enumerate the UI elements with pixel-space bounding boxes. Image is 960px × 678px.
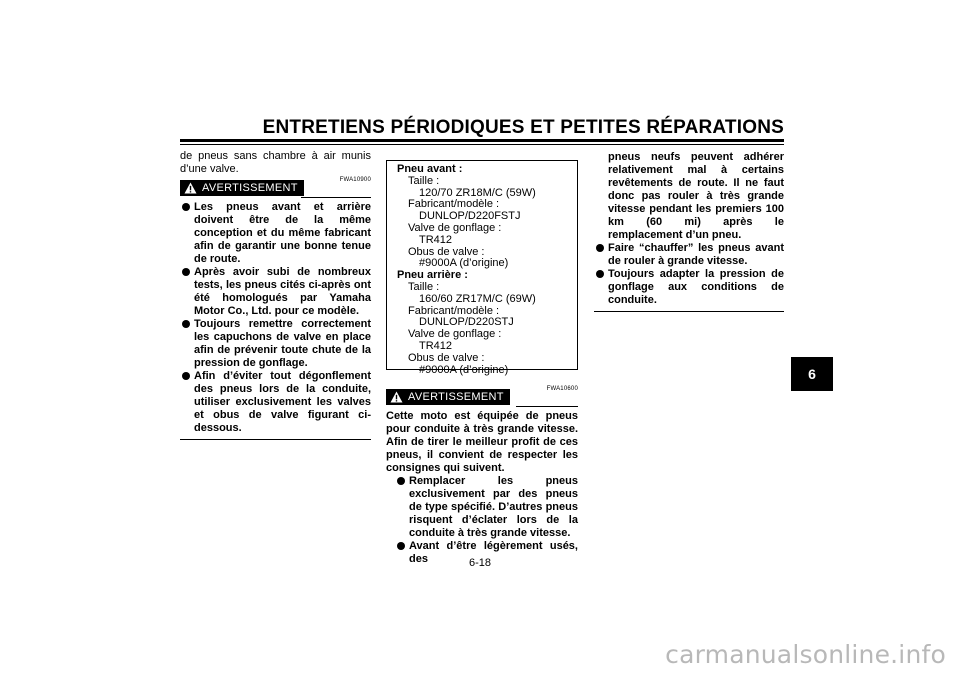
section-end-rule: [594, 311, 784, 312]
page-number: 6-18: [468, 557, 492, 569]
spec-value: DUNLOP/D220FSTJ: [419, 210, 521, 223]
intro-text: de pneus sans chambre à air munis d’une valve.: [180, 150, 371, 175]
warning-text: Cette moto est équipée de pneus pour conduite à très grande vitesse. Afin de tirer le meilleur profit de ces pneus, il convient de respecter les consignes qui suivent.: [386, 410, 578, 474]
warning-header: [386, 386, 578, 407]
warning-label: AVERTISSEMENT: [202, 181, 298, 194]
column-left: [180, 150, 371, 440]
bullet-icon: [182, 203, 190, 211]
tire-spec-box: [386, 160, 578, 376]
spec-value: TR412: [419, 233, 453, 246]
list-item: Toujours remettre correctement les capuchons de valve en place afin de prévenir toute chute de la pression de gonflage.: [180, 318, 371, 370]
warning-list-continued: [594, 151, 784, 307]
list-item: Après avoir subi de nombreux tests, les pneus cités ci-après ont été homologués par Yamaha Motor Co., Ltd. pour ce modèle.: [180, 266, 371, 318]
spec-value: #9000A (d’origine): [419, 363, 509, 376]
spec-label: Valve de gonflage :: [408, 221, 502, 234]
spec-value: 120/70 ZR18M/C (59W): [419, 186, 536, 199]
spec-value: TR412: [419, 339, 453, 352]
spec-label: Obus de valve :: [408, 245, 485, 258]
bullet-icon: [397, 477, 405, 485]
front-tire-heading: Pneu avant :: [397, 163, 463, 175]
chapter-tab[interactable]: 6: [791, 357, 833, 391]
spec-label: Taille :: [408, 280, 440, 293]
spec-label: Fabricant/modèle :: [408, 198, 500, 211]
warning-code: FWA10600: [546, 386, 578, 392]
column-right: [594, 151, 784, 312]
list-item: Remplacer les pneus exclusivement par des pneus de type spécifié. D’autres pneus risquent d’éclater lors de la conduite à très grande vitesse.: [395, 475, 578, 540]
watermark: carmanualsonline.info: [665, 640, 946, 669]
bullet-icon: [182, 268, 190, 276]
column-middle: [386, 160, 578, 566]
warning-badge: [180, 180, 304, 196]
spec-value: 160/60 ZR17M/C (69W): [419, 292, 536, 305]
spec-value: #9000A (d’origine): [419, 257, 509, 270]
spec-label: Taille :: [408, 174, 440, 187]
bullet-icon: [596, 244, 604, 252]
header-rule-thin: [180, 144, 784, 145]
warning-triangle-icon: [184, 182, 197, 194]
warning-label: AVERTISSEMENT: [408, 390, 504, 403]
bullet-icon: [397, 542, 405, 550]
spec-value: DUNLOP/D220STJ: [419, 316, 514, 329]
warning-list: [386, 475, 578, 566]
bullet-icon: [182, 372, 190, 380]
page-header-title: ENTRETIENS PÉRIODIQUES ET PETITES RÉPARATIONS: [262, 117, 784, 138]
spec-label: Fabricant/modèle :: [408, 304, 500, 317]
warning-header: [180, 177, 371, 198]
rear-tire-heading: Pneu arrière :: [397, 269, 468, 282]
spec-label: Obus de valve :: [408, 351, 485, 364]
list-item: Afin d’éviter tout dégonflement des pneus lors de la conduite, utiliser exclusivement les valves et obus de valve figurant ci-dessous.: [180, 370, 371, 435]
list-item: Avant d’être légèrement usés, des: [395, 540, 578, 566]
header-rule: [180, 139, 784, 142]
warning-badge: [386, 389, 510, 405]
warning-rule: [301, 197, 371, 198]
bullet-icon: [182, 320, 190, 328]
warning-rule: [516, 406, 578, 407]
warning-code: FWA10900: [339, 177, 371, 183]
bullet-icon: [596, 270, 604, 278]
list-item: Toujours adapter la pression de gonflage aux conditions de conduite.: [594, 268, 784, 307]
section-end-rule: [180, 439, 371, 440]
list-item: Les pneus avant et arrière doivent être de la même conception et du même fabricant afin de garantir une bonne tenue de route.: [180, 201, 371, 266]
warning-triangle-icon: [390, 391, 403, 403]
list-item: pneus neufs peuvent adhérer relativement mal à certains revêtements de route. Il ne faut donc pas rouler à très grande vitesse pendant les premiers 100 km (60 mi) après le remplacement d’un pneu.: [608, 151, 784, 241]
list-item: Faire “chauffer” les pneus avant de rouler à grande vitesse.: [594, 242, 784, 268]
spec-label: Valve de gonflage :: [408, 328, 502, 341]
warning-list: [180, 201, 371, 435]
